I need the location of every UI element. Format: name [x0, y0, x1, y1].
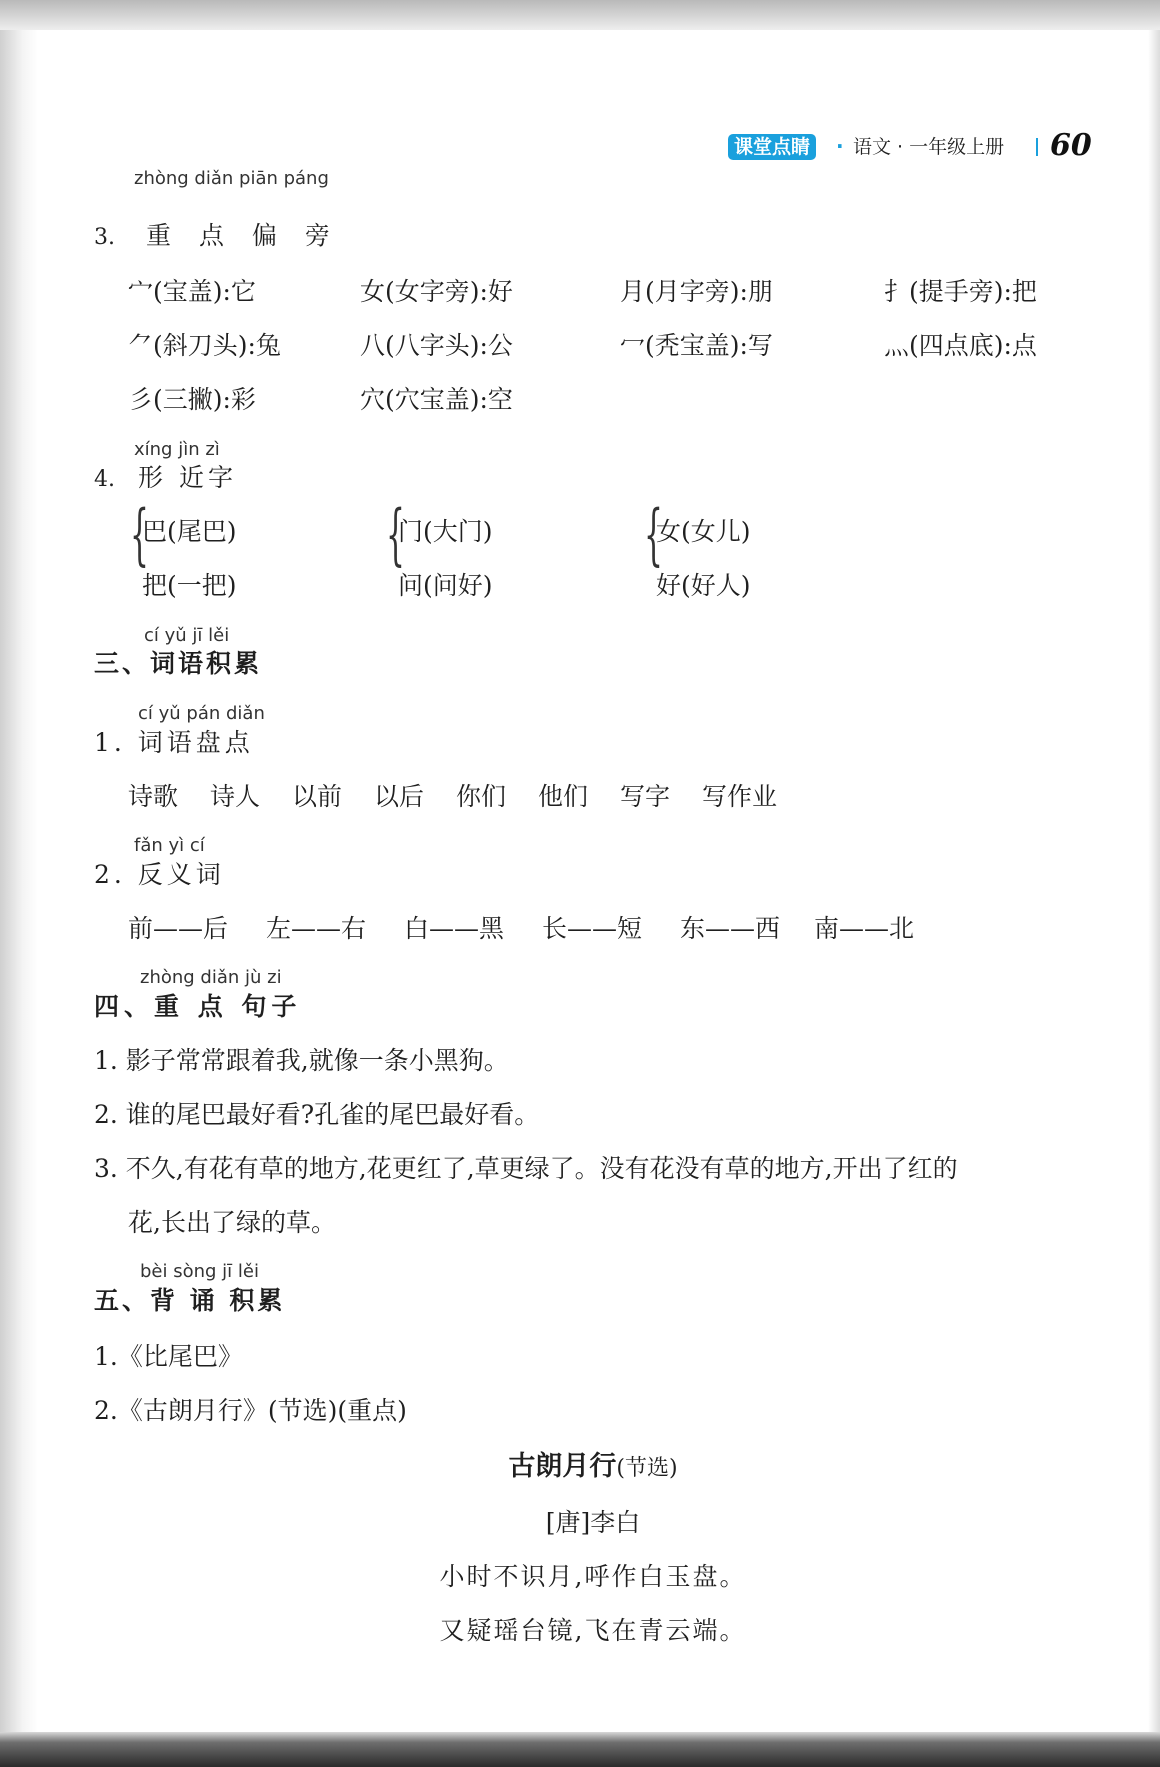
similar-char: 巴(尾巴) [142, 517, 237, 546]
document-page [38, 30, 1148, 1732]
antonym-pair: 白——黑 [404, 914, 505, 943]
word-item: 写作业 [702, 782, 778, 811]
poem-line: 又疑瑶台镜,飞在青云端。 [439, 1616, 747, 1645]
sec3-title: 三、词语积累 [94, 649, 263, 678]
similar-char: 女(女儿) [656, 517, 751, 546]
word-item: 诗歌 [128, 782, 179, 811]
antonym-pair: 南——北 [814, 914, 915, 943]
s4-pinyin: xíng jìn zì [134, 439, 220, 460]
sec3-sub1-pinyin: cí yǔ pán diǎn [138, 703, 265, 724]
radical-item: 扌(提手旁):把 [884, 277, 1037, 306]
radical-item: 冖(秃宝盖):写 [620, 331, 773, 360]
header-dot: · [836, 134, 844, 158]
radical-item: 月(月字旁):朋 [620, 277, 773, 306]
sec3-sub2: 2. 反义词 [94, 860, 225, 889]
key-sentence: 3. 不久,有花有草的地方,花更红了,草更绿了。没有花没有草的地方,开出了红的 [94, 1154, 958, 1183]
radical-item: 八(八字头):公 [360, 331, 513, 360]
viewer-top-bar [0, 0, 1160, 30]
poem-title-note: (节选) [616, 1456, 678, 1481]
pair-brace: { [130, 496, 149, 573]
pair-brace: { [386, 496, 405, 573]
word-item: 他们 [538, 782, 589, 811]
page-number: 60 [1050, 128, 1092, 163]
poem-title: 古朗月行 [508, 1451, 617, 1482]
antonym-pair: 左——右 [266, 914, 367, 943]
similar-char: 好(好人) [656, 571, 751, 600]
recitation-item: 2.《古朗月行》(节选)(重点) [94, 1396, 407, 1425]
recitation-item: 1.《比尾巴》 [94, 1342, 243, 1371]
radical-item: ⺈(斜刀头):兔 [128, 331, 281, 360]
s3-title: 重 点 偏 旁 [146, 221, 340, 250]
sec3-sub2-pinyin: fǎn yì cí [134, 835, 205, 856]
radical-item: 彡(三撇):彩 [128, 385, 256, 414]
s3-number: 3. [94, 225, 115, 250]
radical-item: 宀(宝盖):它 [128, 277, 256, 306]
radical-item: 灬(四点底):点 [884, 331, 1037, 360]
poem-line: 小时不识月,呼作白玉盘。 [439, 1562, 747, 1591]
sec3-sub1: 1. 词语盘点 [94, 728, 254, 757]
similar-char: 把(一把) [142, 571, 237, 600]
poem-title-line [38, 1451, 1148, 1485]
similar-char: 门(大门) [398, 517, 493, 546]
poem-author: [唐]李白 [545, 1508, 641, 1537]
header-subject: 语文 · 一年级上册 [853, 136, 1005, 158]
radical-item: 女(女字旁):好 [360, 277, 513, 306]
word-item: 以前 [292, 782, 343, 811]
antonym-pair: 东——西 [680, 914, 781, 943]
word-item: 你们 [456, 782, 507, 811]
sec5-pinyin: bèi sòng jī lěi [140, 1261, 259, 1282]
radical-item: 穴(穴宝盖):空 [360, 385, 513, 414]
s3-pinyin: zhòng diǎn piān páng [134, 168, 329, 189]
pair-brace: { [644, 496, 663, 573]
sec5-title: 五、背 诵 积累 [94, 1286, 286, 1315]
key-sentence-continued: 花,长出了绿的草。 [128, 1208, 336, 1237]
key-sentence: 1. 影子常常跟着我,就像一条小黑狗。 [94, 1046, 509, 1075]
page-header [728, 126, 1128, 166]
word-item: 以后 [374, 782, 425, 811]
word-item: 诗人 [210, 782, 261, 811]
key-sentence: 2. 谁的尾巴最好看?孔雀的尾巴最好看。 [94, 1100, 540, 1129]
antonym-pair: 前——后 [128, 914, 229, 943]
sec3-pinyin: cí yǔ jī lěi [144, 625, 230, 646]
header-divider [1036, 138, 1038, 156]
page-right-shadow [1148, 30, 1160, 1732]
antonym-pair: 长——短 [542, 914, 643, 943]
word-item: 写字 [620, 782, 671, 811]
viewer-bottom-bar [0, 1732, 1160, 1767]
sec4-title: 四、重 点 句子 [94, 992, 302, 1021]
series-badge: 课堂点睛 [728, 134, 816, 160]
s4-title: 形 近字 [138, 463, 237, 492]
s4-number: 4. [94, 467, 115, 492]
similar-char: 问(问好) [398, 571, 493, 600]
page-left-shadow [0, 30, 38, 1732]
sec4-pinyin: zhòng diǎn jù zi [140, 967, 282, 988]
